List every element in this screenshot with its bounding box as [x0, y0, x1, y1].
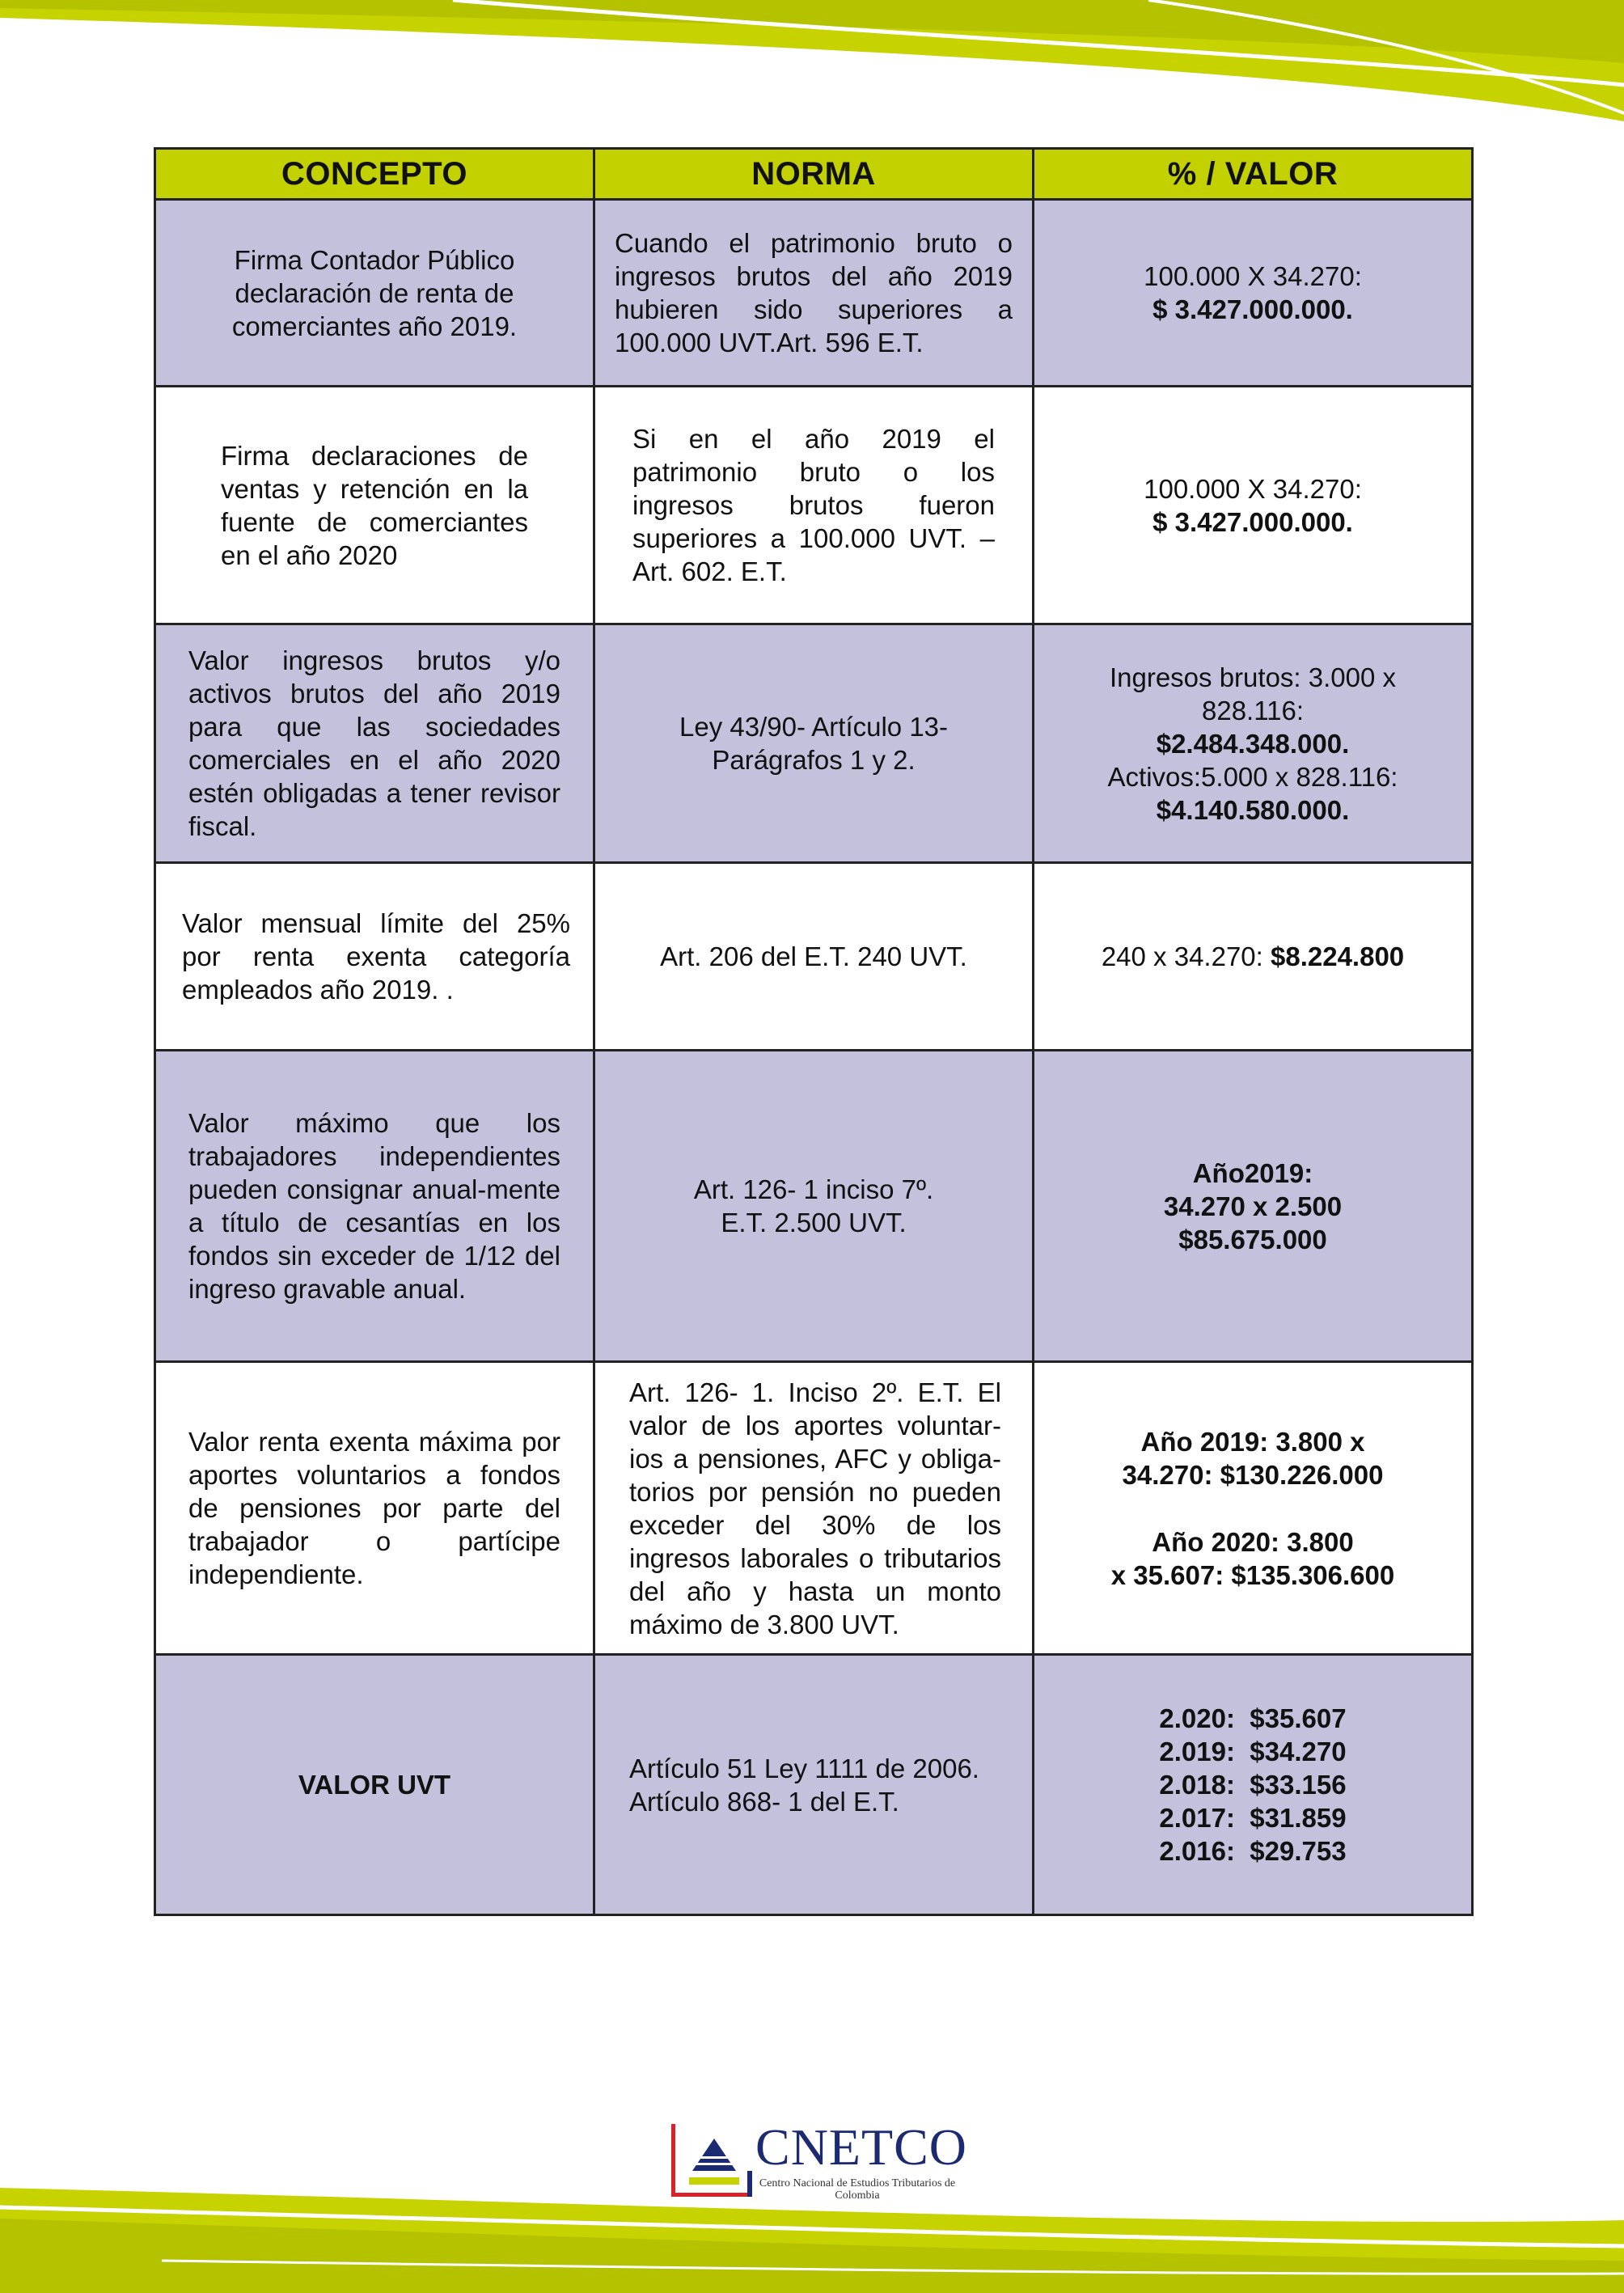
uvt-2020: 2.020: $35.607 [1159, 1703, 1347, 1733]
table-row [155, 1362, 1473, 1655]
valor-cell [1034, 1362, 1473, 1655]
valor-cell [1034, 200, 1473, 387]
valor-line: 100.000 X 34.270: [1144, 261, 1362, 291]
concepto-cell [155, 624, 594, 863]
valor-line: Activos:5.000 x 828.116: [1107, 761, 1398, 792]
norma-text: Art. 206 del E.T. 240 UVT. [660, 941, 967, 971]
uvt-2017: 2.017: $31.859 [1159, 1803, 1347, 1833]
norma-cell [594, 624, 1034, 863]
tax-values-table [154, 147, 1474, 1916]
concepto-cell [155, 1655, 594, 1915]
norma-text: Cuando el patrimonio bruto o ingresos brutos del año 2019 hubieren sido superiores a 100.000 UVT.Art. 596 E.T. [615, 228, 1013, 357]
concepto-text: Firma declaraciones de ventas y retención en la fuente de comerciantes en el año 2020 [221, 440, 528, 570]
norma-line: Artículo 868- 1 del E.T. [629, 1786, 899, 1817]
valor-amount: x 35.607: $135.306.600 [1110, 1559, 1395, 1590]
norma-line: Artículo 51 Ley 1111 de 2006. [629, 1753, 979, 1783]
uvt-2019: 2.019: $34.270 [1159, 1737, 1347, 1766]
table-row [155, 387, 1473, 624]
table-row [155, 1655, 1473, 1915]
table-row [155, 624, 1473, 863]
valor-amount: 34.270: $130.226.000 [1122, 1459, 1384, 1490]
valor-cell [1034, 1655, 1473, 1915]
valor-prefix: 240 x 34.270: [1101, 941, 1271, 971]
header-norma: NORMA [594, 149, 1034, 200]
norma-cell [594, 1655, 1034, 1915]
logo-name: CNETCO [755, 2118, 967, 2176]
valor-line: 34.270 x 2.500 [1163, 1191, 1343, 1221]
valor-amount: $8.224.800 [1271, 941, 1405, 971]
norma-cell [594, 387, 1034, 624]
valor-cell [1034, 624, 1473, 863]
header-valor: % / VALOR [1034, 149, 1473, 200]
uvt-2018: 2.018: $33.156 [1159, 1770, 1347, 1800]
concepto-cell [155, 387, 594, 624]
concepto-text: Valor máximo que los trabajadores independientes pueden consignar anual-mente a título de cesantías en los fondos sin exceder de 1/12 del ingreso gravable anual. [188, 1108, 560, 1304]
table-row [155, 1051, 1473, 1362]
norma-line: Art. 126- 1 inciso 7º. [693, 1174, 934, 1204]
norma-text: Si en el año 2019 el patrimonio bruto o los ingresos brutos fueron superiores a 100.000 UVT. – Art. 602. E.T. [632, 424, 995, 586]
valor-line: Año 2020: 3.800 [1152, 1526, 1354, 1557]
valor-spacer [1034, 1491, 1471, 1525]
valor-cell [1034, 863, 1473, 1051]
logo-subtitle: Centro Nacional de Estudios Tributarios de Colombia [759, 2177, 956, 2202]
concepto-cell [155, 1051, 594, 1362]
norma-cell [594, 1051, 1034, 1362]
concepto-text: Valor ingresos brutos y/o activos brutos del año 2019 para que las sociedades comerciales en el año 2020 estén obligadas a tener revisor fiscal. [188, 645, 560, 841]
table-row [155, 863, 1473, 1051]
valor-line: Año2019: [1192, 1157, 1313, 1188]
valor-amount: $ 3.427.000.000. [1152, 294, 1353, 324]
bottom-wave-decoration [0, 2172, 1624, 2293]
concepto-text: Firma Contador Público declaración de renta de comerciantes año 2019. [231, 244, 518, 341]
norma-cell [594, 863, 1034, 1051]
norma-line: E.T. 2.500 UVT. [721, 1208, 907, 1237]
valor-line: Año 2019: 3.800 x [1140, 1426, 1365, 1457]
concepto-cell [155, 1362, 594, 1655]
concepto-text: Valor mensual límite del 25% por renta exenta categoría empleados año 2019. . [182, 908, 570, 1005]
concepto-cell [155, 200, 594, 387]
norma-block [595, 1752, 1032, 1818]
norma-cell [594, 1362, 1034, 1655]
valor-line: 100.000 X 34.270: [1144, 473, 1362, 504]
valor-amount: $85.675.000 [1178, 1224, 1327, 1254]
valor-amount: $ 3.427.000.000. [1152, 506, 1353, 537]
valor-amount: $4.140.580.000. [1156, 794, 1350, 825]
valor-line: Ingresos brutos: 3.000 x 828.116: [1109, 662, 1397, 726]
concepto-text: VALOR UVT [298, 1770, 451, 1800]
header-concepto: CONCEPTO [155, 149, 594, 200]
uvt-2016: 2.016: $29.753 [1159, 1836, 1347, 1866]
top-wave-decoration [0, 0, 1624, 129]
norma-line: Ley 43/90- Artículo 13- [679, 712, 949, 742]
concepto-text: Valor renta exenta máxima por aportes voluntarios a fondos de pensiones por parte del trabajador o partícipe independiente. [188, 1427, 560, 1589]
norma-line: Parágrafos 1 y 2. [712, 745, 916, 775]
table-row [155, 200, 1473, 387]
valor-cell [1034, 387, 1473, 624]
norma-text: Art. 126- 1. Inciso 2º. E.T. El valor de los aportes voluntar-ios a pensiones, AFC y obliga-torios por pensión no pueden exceder del 30% de los ingresos laborales o tributarios del año y hasta un monto máximo de 3.800 UVT. [629, 1377, 1001, 1639]
concepto-cell [155, 863, 594, 1051]
valor-amount: $2.484.348.000. [1156, 728, 1350, 759]
table-header-row [155, 149, 1473, 200]
valor-cell [1034, 1051, 1473, 1362]
norma-cell [594, 200, 1034, 387]
